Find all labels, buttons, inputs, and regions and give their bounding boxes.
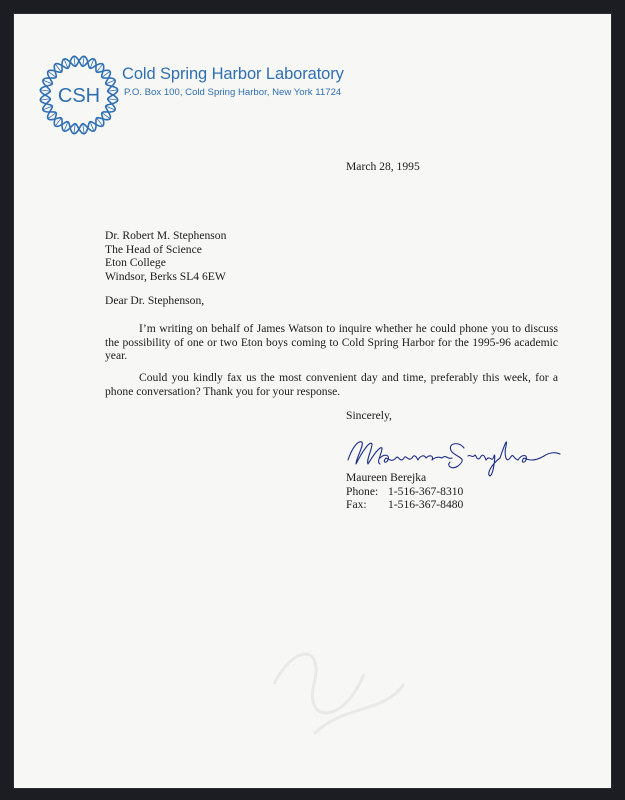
- fax-number: 1-516-367-8480: [388, 498, 464, 511]
- dna-ring-logo-icon: [36, 52, 122, 138]
- closing: Sincerely,: [346, 409, 392, 422]
- recipient-city: Windsor, Berks SL4 6EW: [105, 269, 226, 283]
- phone-number: 1-516-367-8310: [388, 484, 464, 498]
- paper-watermark: [254, 624, 424, 764]
- sender-name: Maureen Berejka: [346, 471, 427, 484]
- letter-date: March 28, 1995: [346, 160, 420, 173]
- body-paragraph: [105, 322, 558, 363]
- lab-address: P.O. Box 100, Cold Spring Harbor, New York 11724: [124, 87, 342, 98]
- recipient-name: Dr. Robert M. Stephenson: [105, 229, 227, 242]
- recipient-institution: Eton College: [105, 256, 166, 269]
- sender-fax-row: [346, 498, 463, 512]
- salutation: Dear Dr. Stephenson,: [105, 294, 205, 307]
- sender-phone-row: [346, 485, 463, 499]
- recipient-address: [105, 229, 226, 283]
- paragraph-2-text: Could you kindly fax us the most convenient day and time, preferably this week, for a phone conversation? Thank you for your response.: [105, 371, 558, 398]
- letter-page: [14, 14, 611, 788]
- logo-text: CSH: [57, 85, 101, 107]
- sender-block: [346, 471, 463, 512]
- phone-label: Phone:: [346, 484, 379, 498]
- recipient-title: The Head of Science: [105, 242, 202, 256]
- fax-label: Fax:: [346, 498, 367, 511]
- body-paragraph: [105, 371, 558, 398]
- paragraph-1-text: I’m writing on behalf of James Watson to inquire whether he could phone you to discuss the possibility of one or two Eton boys coming to Cold Spring Harbor for the 1995-96 academic year.: [105, 322, 558, 362]
- lab-name: Cold Spring Harbor Laboratory: [122, 65, 344, 83]
